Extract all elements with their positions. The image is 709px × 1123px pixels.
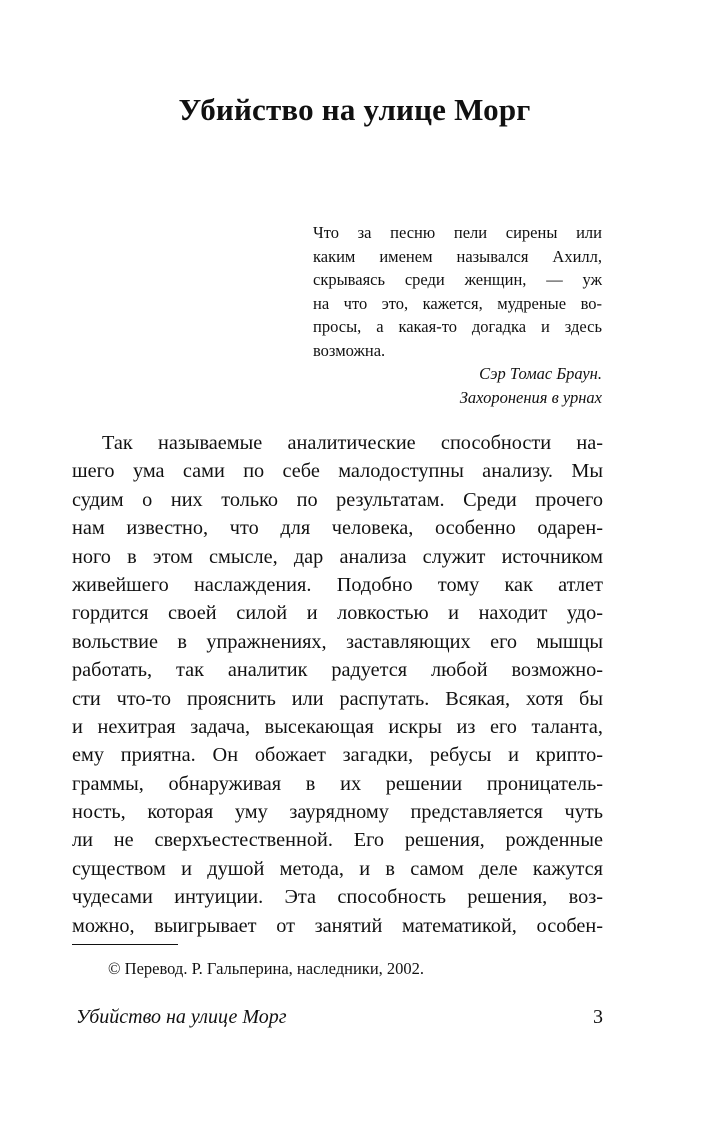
running-title: Убийство на улице Морг (76, 1006, 287, 1028)
text-line: ему приятна. Он обожает загадки, ребусы и крипто- (72, 744, 603, 767)
footnote: © Перевод. Р. Гальперина, наследники, 2002. (108, 959, 425, 978)
text-line: граммы, обнаруживая в их решении проницатель- (72, 772, 603, 795)
epigraph-line: возможна. (313, 340, 386, 360)
epigraph-line: каким именем назывался Ахилл, (313, 246, 602, 266)
text-line: шего ума сами по себе малодоступны анализу. Мы (72, 460, 603, 483)
epigraph (313, 221, 602, 409)
text-line: ли не сверхъестественной. Его решения, рожденные (72, 829, 603, 852)
text-line: вольствие в упражнениях, заставляющих его мышцы (72, 630, 603, 653)
epigraph-line: скрываясь среди женщин, — уж (313, 270, 602, 289)
text-line: можно, выигрывает от занятий математикой, особен- (72, 914, 603, 937)
text-line: судим о них только по результатам. Среди прочего (72, 488, 603, 511)
page-title: Убийство на улице Морг (178, 92, 531, 127)
text-line: чудесами интуиции. Эта способность решения, воз- (72, 886, 603, 909)
main-text (72, 429, 603, 940)
page-number: 3 (593, 1006, 603, 1028)
text-line: Так называемые аналитические способности на- (102, 432, 603, 454)
text-line: существом и душой метода, и в самом деле кажутся (72, 857, 603, 880)
text-line: сти что-то прояснить или распутать. Всякая, хотя бы (72, 687, 603, 710)
text-line: живейшего наслаждения. Подобно тому как атлет (72, 573, 603, 596)
text-line: ного в этом смысле, дар анализа служит источником (72, 545, 603, 568)
epigraph-source: Захоронения в урнах (459, 387, 602, 407)
epigraph-line: просы, а какая-то догадка и здесь (313, 317, 602, 336)
text-line: и нехитрая задача, высекающая искры из его таланта, (72, 715, 603, 738)
text-line: нам известно, что для человека, особенно одарен- (72, 517, 603, 540)
footnote-divider (72, 944, 178, 945)
text-line: ность, которая уму заурядному представляется чуть (72, 801, 603, 824)
epigraph-author: Сэр Томас Браун. (479, 364, 602, 383)
text-line: работать, так аналитик радуется любой возможно- (72, 659, 603, 682)
epigraph-line: Что за песню пели сирены или (313, 223, 602, 242)
epigraph-line: на что это, кажется, мудреные во- (313, 293, 602, 313)
text-line: гордится своей силой и ловкостью и находит удо- (72, 602, 603, 625)
